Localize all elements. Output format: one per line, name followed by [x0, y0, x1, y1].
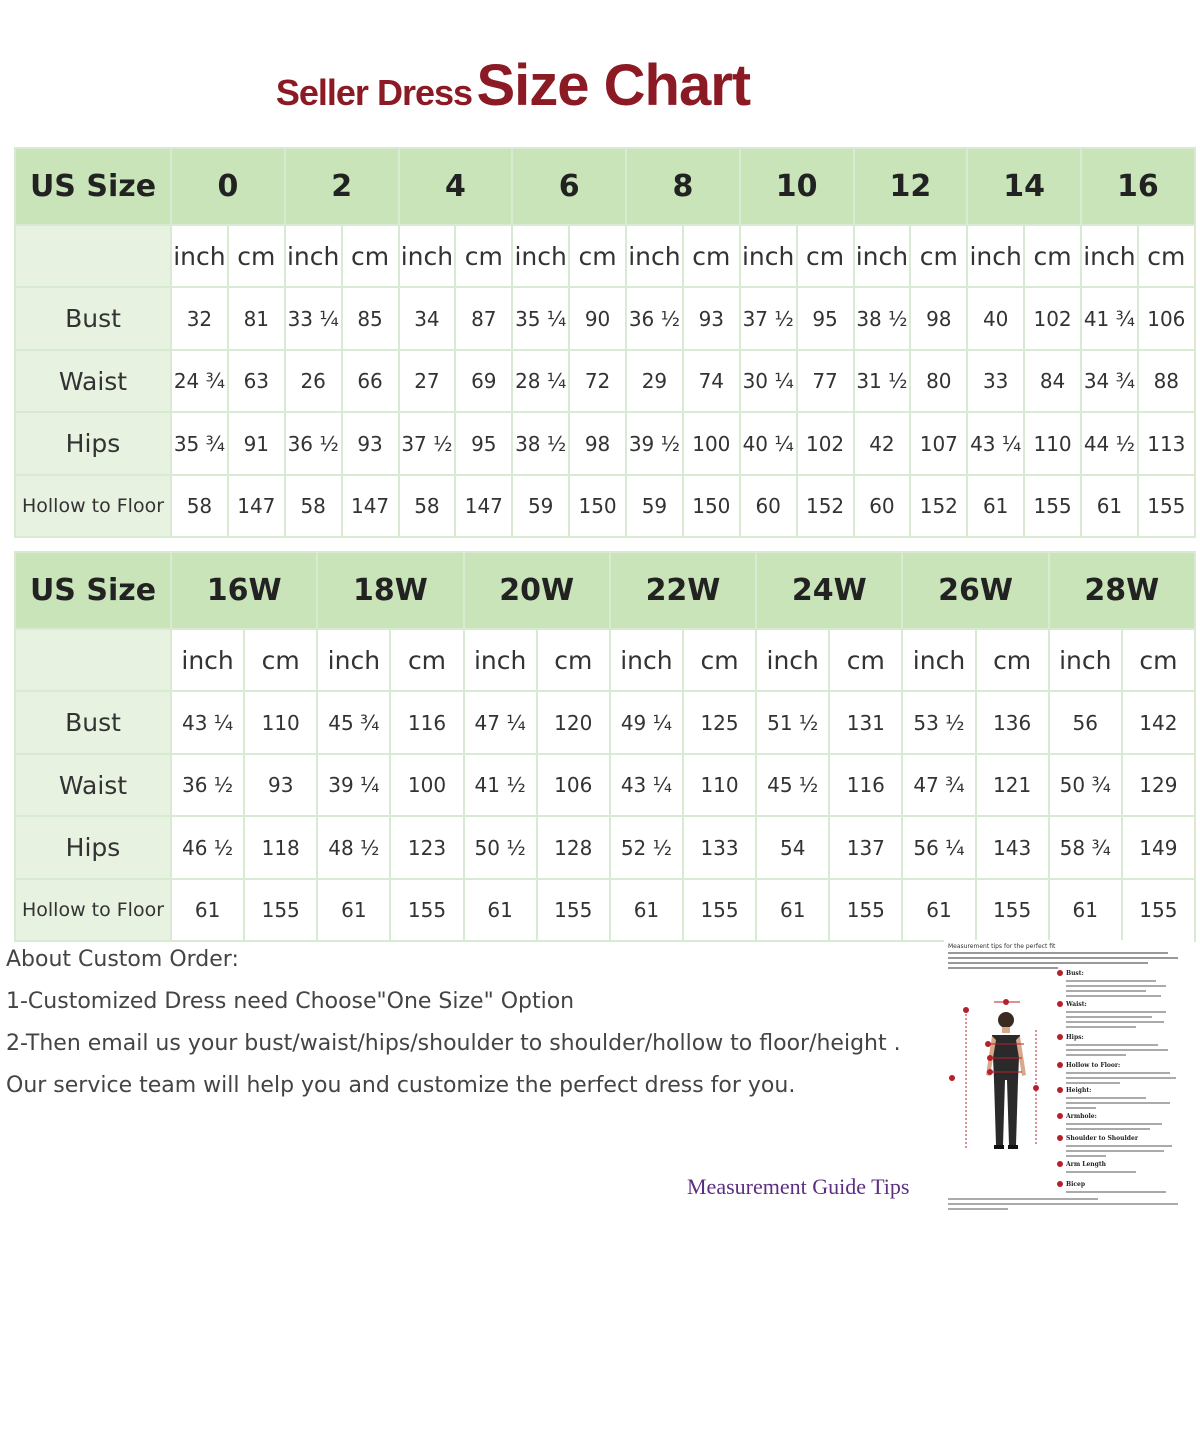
- measurement-value: 133: [683, 816, 756, 879]
- size-chart-standard: [14, 147, 1196, 538]
- measurement-value: 54: [756, 816, 829, 879]
- unit-cm: cm: [829, 629, 902, 691]
- size-heading: 28W: [1049, 552, 1195, 629]
- unit-inch: inch: [854, 225, 911, 287]
- unit-cm: cm: [797, 225, 854, 287]
- measurement-value: 61: [317, 879, 390, 941]
- guide-item-height: Height:: [1066, 1087, 1092, 1094]
- unit-row: [15, 225, 1195, 287]
- measurement-value: 150: [569, 475, 626, 537]
- measurement-value: 60: [854, 475, 911, 537]
- measurement-value: 137: [829, 816, 902, 879]
- measurement-value: 131: [829, 691, 902, 754]
- measurement-value: 66: [342, 350, 399, 412]
- measurement-value: 128: [537, 816, 610, 879]
- measurement-value: 100: [390, 754, 463, 816]
- measurement-value: 61: [967, 475, 1024, 537]
- measurement-value: 51 ½: [756, 691, 829, 754]
- measurement-value: 147: [228, 475, 285, 537]
- row-label: Hollow to Floor: [15, 475, 171, 537]
- measurement-row: [15, 412, 1195, 475]
- measurement-value: 30 ¼: [740, 350, 797, 412]
- unit-cm: cm: [1138, 225, 1195, 287]
- measurement-value: 36 ½: [626, 287, 683, 350]
- unit-inch: inch: [902, 629, 975, 691]
- measurement-row: [15, 879, 1195, 941]
- unit-inch: inch: [626, 225, 683, 287]
- unit-cm: cm: [683, 629, 756, 691]
- measurement-value: 95: [797, 287, 854, 350]
- measurement-value: 155: [829, 879, 902, 941]
- measurement-value: 52 ½: [610, 816, 683, 879]
- measurement-value: 147: [342, 475, 399, 537]
- measurement-value: 80: [910, 350, 967, 412]
- measurement-value: 155: [244, 879, 317, 941]
- guide-heading: Measurement tips for the perfect fit: [948, 943, 1056, 950]
- row-label: Bust: [15, 691, 171, 754]
- measurement-row: [15, 475, 1195, 537]
- measurement-value: 50 ¾: [1049, 754, 1122, 816]
- size-header-row: [15, 552, 1195, 629]
- guide-item-bust: Bust:: [1066, 970, 1084, 977]
- measurement-value: 53 ½: [902, 691, 975, 754]
- measurement-value: 42: [854, 412, 911, 475]
- measurement-value: 98: [569, 412, 626, 475]
- measurement-value: 88: [1138, 350, 1195, 412]
- measurement-value: 61: [171, 879, 244, 941]
- measurement-value: 142: [1122, 691, 1195, 754]
- size-heading: 16: [1081, 148, 1195, 225]
- measurement-value: 40 ¼: [740, 412, 797, 475]
- us-size-label: US Size: [15, 552, 171, 629]
- measurement-value: 102: [1024, 287, 1081, 350]
- unit-cm: cm: [683, 225, 740, 287]
- measurement-value: 106: [1138, 287, 1195, 350]
- measurement-value: 155: [390, 879, 463, 941]
- custom-order-step-1: 1-Customized Dress need Choose"One Size" Option: [6, 989, 575, 1014]
- measurement-value: 74: [683, 350, 740, 412]
- us-size-label: US Size: [15, 148, 171, 225]
- unit-cm: cm: [910, 225, 967, 287]
- measurement-value: 28 ¼: [512, 350, 569, 412]
- measurement-value: 58: [171, 475, 228, 537]
- measurement-value: 147: [455, 475, 512, 537]
- unit-inch: inch: [317, 629, 390, 691]
- unit-row: [15, 629, 1195, 691]
- measurement-value: 61: [756, 879, 829, 941]
- unit-cm: cm: [455, 225, 512, 287]
- measurement-value: 36 ½: [171, 754, 244, 816]
- measurement-value: 47 ¼: [464, 691, 537, 754]
- measurement-value: 49 ¼: [610, 691, 683, 754]
- guide-item-bicep: Bicep: [1066, 1181, 1086, 1188]
- unit-cm: cm: [976, 629, 1049, 691]
- row-label: Bust: [15, 287, 171, 350]
- measurement-value: 155: [537, 879, 610, 941]
- measurement-row: [15, 287, 1195, 350]
- measurement-value: 149: [1122, 816, 1195, 879]
- measurement-value: 136: [976, 691, 1049, 754]
- measurement-value: 129: [1122, 754, 1195, 816]
- size-heading: 4: [399, 148, 513, 225]
- measurement-value: 120: [537, 691, 610, 754]
- size-heading: 2: [285, 148, 399, 225]
- measurement-value: 24 ¾: [171, 350, 228, 412]
- measurement-row: [15, 691, 1195, 754]
- measurement-value: 59: [626, 475, 683, 537]
- measurement-value: 45 ¾: [317, 691, 390, 754]
- size-heading: 26W: [902, 552, 1048, 629]
- measurement-value: 61: [1049, 879, 1122, 941]
- measurement-value: 95: [455, 412, 512, 475]
- measurement-value: 61: [610, 879, 683, 941]
- size-heading: 18W: [317, 552, 463, 629]
- measurement-value: 39 ¼: [317, 754, 390, 816]
- measurement-value: 50 ½: [464, 816, 537, 879]
- measurement-value: 44 ½: [1081, 412, 1138, 475]
- size-header-row: [15, 148, 1195, 225]
- measurement-value: 152: [797, 475, 854, 537]
- measurement-value: 33 ¼: [285, 287, 342, 350]
- measurement-value: 125: [683, 691, 756, 754]
- measurement-value: 29: [626, 350, 683, 412]
- measurement-value: 102: [797, 412, 854, 475]
- measurement-value: 110: [244, 691, 317, 754]
- size-heading: 8: [626, 148, 740, 225]
- measurement-value: 61: [464, 879, 537, 941]
- unit-cm: cm: [342, 225, 399, 287]
- measurement-value: 37 ½: [399, 412, 456, 475]
- measurement-row: [15, 754, 1195, 816]
- unit-row-blank: [15, 225, 171, 287]
- unit-cm: cm: [390, 629, 463, 691]
- measurement-value: 32: [171, 287, 228, 350]
- measurement-guide-image: [944, 940, 1194, 1212]
- unit-cm: cm: [228, 225, 285, 287]
- size-heading: 22W: [610, 552, 756, 629]
- measurement-guide-caption: Measurement Guide Tips: [687, 1174, 910, 1199]
- measurement-value: 143: [976, 816, 1049, 879]
- unit-inch: inch: [756, 629, 829, 691]
- unit-row-blank: [15, 629, 171, 691]
- measurement-value: 116: [390, 691, 463, 754]
- measurement-value: 47 ¾: [902, 754, 975, 816]
- measurement-value: 118: [244, 816, 317, 879]
- measurement-value: 93: [342, 412, 399, 475]
- measurement-value: 77: [797, 350, 854, 412]
- measurement-value: 36 ½: [285, 412, 342, 475]
- measurement-value: 155: [976, 879, 1049, 941]
- measurement-value: 85: [342, 287, 399, 350]
- measurement-value: 72: [569, 350, 626, 412]
- row-label: Hollow to Floor: [15, 879, 171, 941]
- custom-order-heading: About Custom Order:: [6, 947, 239, 972]
- measurement-value: 116: [829, 754, 902, 816]
- measurement-value: 41 ½: [464, 754, 537, 816]
- measurement-value: 100: [683, 412, 740, 475]
- measurement-value: 37 ½: [740, 287, 797, 350]
- unit-inch: inch: [1081, 225, 1138, 287]
- title-prefix: Seller Dress: [275, 72, 473, 113]
- size-chart-plus: [14, 551, 1196, 942]
- measurement-value: 87: [455, 287, 512, 350]
- measurement-value: 69: [455, 350, 512, 412]
- size-heading: 16W: [171, 552, 317, 629]
- measurement-value: 110: [1024, 412, 1081, 475]
- measurement-value: 27: [399, 350, 456, 412]
- measurement-value: 34: [399, 287, 456, 350]
- measurement-value: 110: [683, 754, 756, 816]
- guide-item-shoulder: Shoulder to Shoulder: [1066, 1135, 1138, 1142]
- measurement-value: 155: [1138, 475, 1195, 537]
- unit-inch: inch: [171, 629, 244, 691]
- measurement-value: 46 ½: [171, 816, 244, 879]
- custom-order-step-2: 2-Then email us your bust/waist/hips/shoulder to shoulder/hollow to floor/height .: [6, 1031, 901, 1056]
- unit-inch: inch: [285, 225, 342, 287]
- measurement-value: 61: [1081, 475, 1138, 537]
- unit-inch: inch: [171, 225, 228, 287]
- measurement-value: 48 ½: [317, 816, 390, 879]
- measurement-value: 63: [228, 350, 285, 412]
- unit-inch: inch: [1049, 629, 1122, 691]
- measurement-value: 93: [244, 754, 317, 816]
- measurement-value: 58: [399, 475, 456, 537]
- measurement-value: 40: [967, 287, 1024, 350]
- measurement-value: 58 ¾: [1049, 816, 1122, 879]
- measurement-value: 38 ½: [854, 287, 911, 350]
- measurement-value: 113: [1138, 412, 1195, 475]
- measurement-value: 33: [967, 350, 1024, 412]
- measurement-value: 34 ¾: [1081, 350, 1138, 412]
- unit-inch: inch: [512, 225, 569, 287]
- measurement-row: [15, 350, 1195, 412]
- row-label: Hips: [15, 816, 171, 879]
- measurement-value: 81: [228, 287, 285, 350]
- measurement-value: 61: [902, 879, 975, 941]
- measurement-value: 106: [537, 754, 610, 816]
- size-heading: 24W: [756, 552, 902, 629]
- measurement-value: 26: [285, 350, 342, 412]
- measurement-value: 93: [683, 287, 740, 350]
- measurement-value: 56 ¼: [902, 816, 975, 879]
- custom-order-service: Our service team will help you and customize the perfect dress for you.: [6, 1073, 796, 1098]
- unit-cm: cm: [244, 629, 317, 691]
- row-label: Waist: [15, 350, 171, 412]
- measurement-value: 107: [910, 412, 967, 475]
- measurement-value: 35 ¼: [512, 287, 569, 350]
- measurement-value: 45 ½: [756, 754, 829, 816]
- measurement-value: 58: [285, 475, 342, 537]
- measurement-value: 90: [569, 287, 626, 350]
- size-heading: 14: [967, 148, 1081, 225]
- unit-cm: cm: [537, 629, 610, 691]
- row-label: Waist: [15, 754, 171, 816]
- measurement-value: 43 ¼: [610, 754, 683, 816]
- measurement-value: 43 ¼: [171, 691, 244, 754]
- unit-inch: inch: [464, 629, 537, 691]
- measurement-value: 150: [683, 475, 740, 537]
- measurement-value: 155: [1122, 879, 1195, 941]
- measurement-value: 41 ¾: [1081, 287, 1138, 350]
- measurement-value: 56: [1049, 691, 1122, 754]
- unit-inch: inch: [740, 225, 797, 287]
- unit-inch: inch: [399, 225, 456, 287]
- size-heading: 0: [171, 148, 285, 225]
- unit-cm: cm: [1122, 629, 1195, 691]
- measurement-value: 38 ½: [512, 412, 569, 475]
- size-heading: 6: [512, 148, 626, 225]
- measurement-value: 84: [1024, 350, 1081, 412]
- guide-item-hollow: Hollow to Floor:: [1066, 1062, 1121, 1069]
- guide-item-arm-length: Arm Length: [1066, 1161, 1106, 1168]
- size-heading: 12: [854, 148, 968, 225]
- measurement-value: 121: [976, 754, 1049, 816]
- measurement-value: 59: [512, 475, 569, 537]
- measurement-value: 35 ¾: [171, 412, 228, 475]
- size-heading: 20W: [464, 552, 610, 629]
- measurement-value: 31 ½: [854, 350, 911, 412]
- row-label: Hips: [15, 412, 171, 475]
- measurement-value: 43 ¼: [967, 412, 1024, 475]
- measurement-value: 39 ½: [626, 412, 683, 475]
- measurement-value: 91: [228, 412, 285, 475]
- unit-inch: inch: [967, 225, 1024, 287]
- measurement-value: 152: [910, 475, 967, 537]
- measurement-row: [15, 816, 1195, 879]
- unit-inch: inch: [610, 629, 683, 691]
- measurement-value: 123: [390, 816, 463, 879]
- measurement-value: 60: [740, 475, 797, 537]
- title-main: Size Chart: [476, 53, 751, 118]
- page-title: [0, 52, 1026, 119]
- measurement-value: 155: [1024, 475, 1081, 537]
- unit-cm: cm: [569, 225, 626, 287]
- unit-cm: cm: [1024, 225, 1081, 287]
- measurement-value: 98: [910, 287, 967, 350]
- guide-item-waist: Waist:: [1066, 1001, 1087, 1008]
- custom-order-info: [6, 944, 901, 1112]
- guide-item-hips: Hips:: [1066, 1034, 1084, 1041]
- guide-item-armhole: Armhole:: [1066, 1113, 1097, 1120]
- size-heading: 10: [740, 148, 854, 225]
- measurement-value: 155: [683, 879, 756, 941]
